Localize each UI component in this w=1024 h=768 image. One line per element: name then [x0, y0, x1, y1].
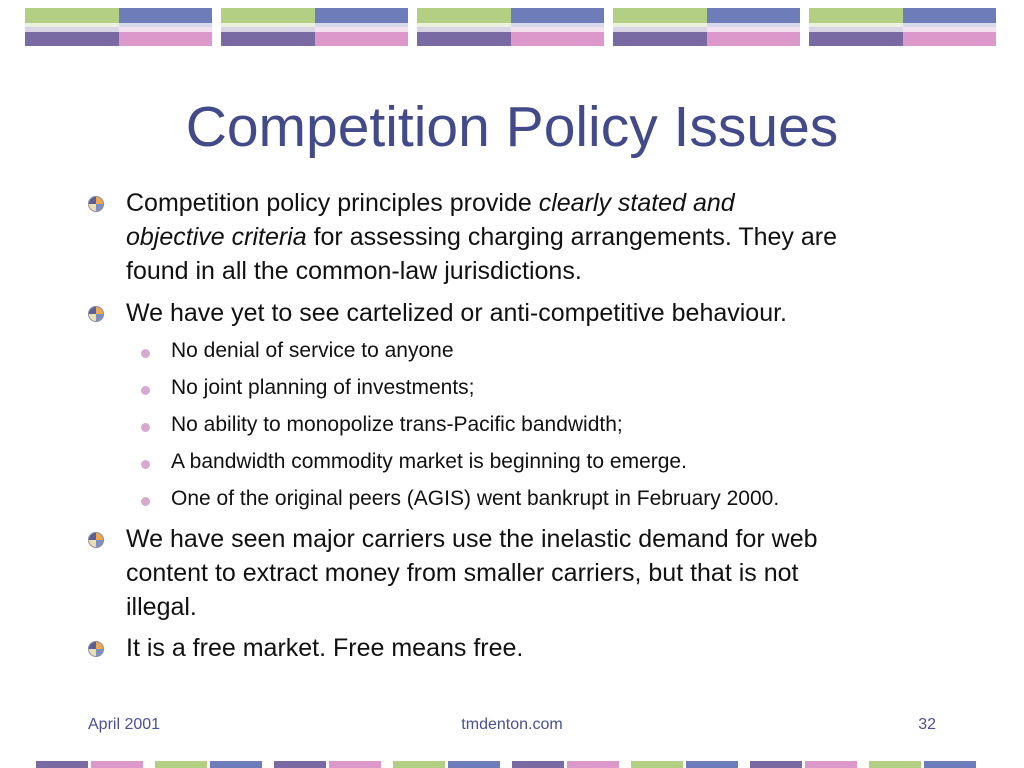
- decorative-segment: [512, 761, 564, 768]
- bullet-text: Competition policy principles provide: [126, 189, 539, 217]
- quartered-circle-bullet-icon: [88, 306, 104, 322]
- decorative-segment: [750, 761, 802, 768]
- decorative-segment: [91, 761, 143, 768]
- bullet-item: It is a free market. Free means free.: [126, 634, 524, 662]
- bullet-text: illegal.: [126, 593, 197, 621]
- slide-number: 32: [918, 716, 936, 733]
- pink-dot-bullet-icon: [141, 349, 150, 358]
- sub-bullet-item: No ability to monopolize trans-Pacific bandwidth;: [171, 413, 623, 436]
- decorative-segment: [631, 761, 683, 768]
- decorative-segment: [924, 761, 976, 768]
- quartered-circle-bullet-icon: [88, 641, 104, 657]
- decorative-segment: [686, 761, 738, 768]
- quartered-circle-bullet-icon: [88, 196, 104, 212]
- footer-site: tmdenton.com: [461, 716, 563, 733]
- decorative-segment: [567, 761, 619, 768]
- bullet-item: [126, 522, 956, 624]
- pink-dot-bullet-icon: [141, 423, 150, 432]
- bullet-text: found in all the common-law jurisdictions.: [126, 257, 582, 285]
- slide-title: Competition Policy Issues: [185, 95, 839, 159]
- bullet-text: content to extract money from smaller carriers, but that is not: [126, 559, 799, 587]
- footer-date: April 2001: [88, 716, 161, 733]
- decorative-tile: [417, 8, 604, 46]
- decorative-segment: [805, 761, 857, 768]
- decorative-segment: [869, 761, 921, 768]
- decorative-tile: [25, 8, 212, 46]
- pink-dot-bullet-icon: [141, 460, 150, 469]
- decorative-tile: [221, 8, 408, 46]
- decorative-tile: [809, 8, 996, 46]
- sub-bullet-item: No denial of service to anyone: [171, 339, 454, 362]
- pink-dot-bullet-icon: [141, 497, 150, 506]
- quartered-circle-bullet-icon: [88, 532, 104, 548]
- sub-bullet-item: One of the original peers (AGIS) went bankrupt in February 2000.: [171, 487, 780, 510]
- bullet-emphasis: objective criteria: [126, 223, 307, 251]
- decorative-segment: [329, 761, 381, 768]
- bottom-decorative-band: [0, 758, 1024, 768]
- decorative-segment: [155, 761, 207, 768]
- decorative-segment: [393, 761, 445, 768]
- decorative-segment: [36, 761, 88, 768]
- decorative-tile: [613, 8, 800, 46]
- top-decorative-band: [0, 0, 1024, 56]
- bullet-item: [126, 186, 956, 288]
- bullet-emphasis: clearly stated and: [538, 189, 735, 217]
- sub-bullet-item: A bandwidth commodity market is beginning to emerge.: [171, 450, 687, 473]
- decorative-segment: [448, 761, 500, 768]
- decorative-segment: [210, 761, 262, 768]
- pink-dot-bullet-icon: [141, 386, 150, 395]
- bullet-item: We have yet to see cartelized or anti-competitive behaviour.: [126, 299, 787, 327]
- bullet-text: for assessing charging arrangements. They are: [306, 223, 838, 251]
- decorative-segment: [274, 761, 326, 768]
- sub-bullet-item: No joint planning of investments;: [171, 376, 475, 399]
- bullet-text: We have seen major carriers use the inelastic demand for web: [126, 525, 818, 553]
